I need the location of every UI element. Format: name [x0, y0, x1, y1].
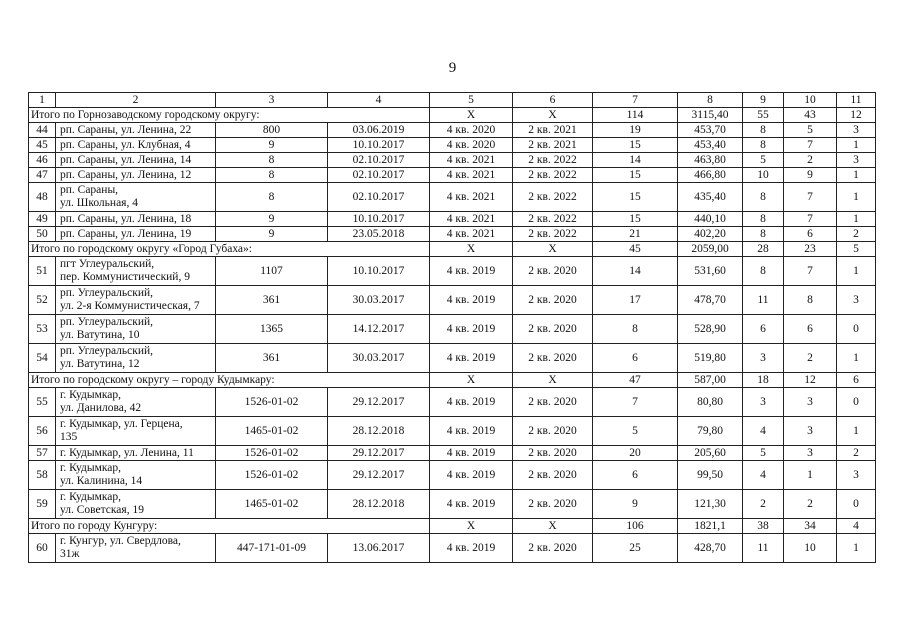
col10-cell: 23: [784, 242, 837, 257]
address-cell: [56, 123, 216, 138]
column-number-header: 3: [216, 93, 328, 108]
address-line: 31ж: [60, 548, 80, 560]
table-row: [29, 183, 876, 212]
end-period-cell: 2 кв. 2020: [513, 417, 593, 446]
col10-cell: 3: [784, 388, 837, 417]
address-line: ул. Ватутина, 12: [60, 358, 140, 370]
table-row: [29, 123, 876, 138]
residents-cell: 19: [593, 123, 678, 138]
residents-cell: 5: [593, 417, 678, 446]
col10-cell: 6: [784, 227, 837, 242]
table-row: [29, 168, 876, 183]
date-cell: 30.03.2017: [328, 344, 430, 373]
table-row: [29, 344, 876, 373]
start-period-cell: 4 кв. 2021: [430, 183, 513, 212]
column-number-header: 10: [784, 93, 837, 108]
date-cell: 30.03.2017: [328, 286, 430, 315]
end-period-cell: X: [513, 519, 593, 534]
area-cell: 519,80: [678, 344, 743, 373]
end-period-cell: 2 кв. 2021: [513, 123, 593, 138]
end-period-cell: 2 кв. 2022: [513, 183, 593, 212]
address-line: г. Кудымкар,: [60, 491, 121, 503]
end-period-cell: 2 кв. 2022: [513, 153, 593, 168]
area-cell: 478,70: [678, 286, 743, 315]
subtotal-row: [29, 373, 876, 388]
col9-cell: 8: [743, 227, 784, 242]
address-cell: [56, 227, 216, 242]
col9-cell: 55: [743, 108, 784, 123]
address-cell: [56, 257, 216, 286]
date-cell: 10.10.2017: [328, 138, 430, 153]
date-cell: 02.10.2017: [328, 153, 430, 168]
address-line: рп. Сараны, ул. Ленина, 18: [60, 212, 192, 225]
area-cell: 428,70: [678, 534, 743, 563]
house-number-cell: 1465-01-02: [216, 490, 328, 519]
end-period-cell: 2 кв. 2020: [513, 315, 593, 344]
address-line: рп. Сараны, ул. Клубная, 4: [60, 138, 191, 151]
col9-cell: 11: [743, 534, 784, 563]
col10-cell: 34: [784, 519, 837, 534]
table-row: [29, 417, 876, 446]
residents-cell: 15: [593, 212, 678, 227]
residents-cell: 14: [593, 257, 678, 286]
address-line: ул. Данилова, 42: [60, 402, 142, 414]
address-cell: [56, 417, 216, 446]
col10-cell: 43: [784, 108, 837, 123]
col11-cell: 0: [837, 490, 876, 519]
column-number-header: 9: [743, 93, 784, 108]
house-number-cell: 1526-01-02: [216, 388, 328, 417]
address-cell: [56, 212, 216, 227]
col9-cell: 3: [743, 388, 784, 417]
start-period-cell: 4 кв. 2019: [430, 534, 513, 563]
col9-cell: 8: [743, 138, 784, 153]
address-line: ул. Школьная, 4: [60, 197, 138, 209]
end-period-cell: 2 кв. 2020: [513, 461, 593, 490]
end-period-cell: 2 кв. 2020: [513, 257, 593, 286]
start-period-cell: X: [430, 373, 513, 388]
col10-cell: 1: [784, 461, 837, 490]
row-number-cell: 47: [29, 168, 56, 183]
row-number-cell: 59: [29, 490, 56, 519]
col10-cell: 7: [784, 257, 837, 286]
col11-cell: 2: [837, 227, 876, 242]
date-cell: 28.12.2018: [328, 417, 430, 446]
address-cell: [56, 168, 216, 183]
house-number-cell: 9: [216, 227, 328, 242]
col10-cell: 2: [784, 153, 837, 168]
end-period-cell: 2 кв. 2020: [513, 344, 593, 373]
row-number-cell: 54: [29, 344, 56, 373]
address-line: рп. Сараны, ул. Ленина, 22: [60, 123, 192, 136]
date-cell: 23.05.2018: [328, 227, 430, 242]
area-cell: 587,00: [678, 373, 743, 388]
subtotal-label: Итого по городскому округу «Город Губаха»:: [29, 242, 430, 257]
house-number-cell: 9: [216, 212, 328, 227]
col11-cell: 0: [837, 388, 876, 417]
row-number-cell: 55: [29, 388, 56, 417]
column-number-header: 2: [56, 93, 216, 108]
area-cell: 99,50: [678, 461, 743, 490]
table-row: [29, 286, 876, 315]
area-cell: 440,10: [678, 212, 743, 227]
residents-cell: 15: [593, 138, 678, 153]
table-row: [29, 153, 876, 168]
address-line: 135: [60, 431, 78, 443]
house-number-cell: 8: [216, 168, 328, 183]
residents-cell: 45: [593, 242, 678, 257]
start-period-cell: X: [430, 242, 513, 257]
col9-cell: 5: [743, 446, 784, 461]
house-number-cell: 361: [216, 286, 328, 315]
column-number-header: 11: [837, 93, 876, 108]
end-period-cell: 2 кв. 2020: [513, 388, 593, 417]
col10-cell: 7: [784, 212, 837, 227]
house-number-cell: 1526-01-02: [216, 446, 328, 461]
table-row: [29, 257, 876, 286]
residents-cell: 114: [593, 108, 678, 123]
address-line: рп. Сараны, ул. Ленина, 12: [60, 168, 192, 181]
address-line: рп. Углеуральский,: [60, 316, 154, 328]
residents-cell: 20: [593, 446, 678, 461]
residents-cell: 8: [593, 315, 678, 344]
col9-cell: 2: [743, 490, 784, 519]
subtotal-label: Итого по городскому округу – городу Кудымкару:: [29, 373, 430, 388]
residents-cell: 6: [593, 344, 678, 373]
col11-cell: 3: [837, 461, 876, 490]
subtotal-label: Итого по городу Кунгуру:: [29, 519, 430, 534]
residents-cell: 6: [593, 461, 678, 490]
area-cell: 528,90: [678, 315, 743, 344]
house-number-cell: 361: [216, 344, 328, 373]
residents-cell: 21: [593, 227, 678, 242]
col11-cell: 4: [837, 519, 876, 534]
col10-cell: 2: [784, 344, 837, 373]
col11-cell: 1: [837, 257, 876, 286]
date-cell: 28.12.2018: [328, 490, 430, 519]
area-cell: 79,80: [678, 417, 743, 446]
end-period-cell: 2 кв. 2020: [513, 286, 593, 315]
date-cell: 03.06.2019: [328, 123, 430, 138]
residents-cell: 106: [593, 519, 678, 534]
address-line: ул. Калинина, 14: [60, 475, 143, 487]
end-period-cell: 2 кв. 2020: [513, 490, 593, 519]
col10-cell: 9: [784, 168, 837, 183]
housing-register-table: [28, 92, 876, 563]
col10-cell: 10: [784, 534, 837, 563]
col9-cell: 8: [743, 183, 784, 212]
col9-cell: 5: [743, 153, 784, 168]
col9-cell: 4: [743, 461, 784, 490]
area-cell: 402,20: [678, 227, 743, 242]
start-period-cell: 4 кв. 2019: [430, 315, 513, 344]
row-number-cell: 44: [29, 123, 56, 138]
address-line: пер. Коммунистический, 9: [60, 271, 190, 283]
house-number-cell: 1107: [216, 257, 328, 286]
col9-cell: 4: [743, 417, 784, 446]
residents-cell: 15: [593, 183, 678, 212]
table-row: [29, 490, 876, 519]
end-period-cell: 2 кв. 2020: [513, 534, 593, 563]
start-period-cell: X: [430, 519, 513, 534]
col10-cell: 12: [784, 373, 837, 388]
residents-cell: 14: [593, 153, 678, 168]
residents-cell: 7: [593, 388, 678, 417]
col9-cell: 11: [743, 286, 784, 315]
col11-cell: 1: [837, 138, 876, 153]
area-cell: 435,40: [678, 183, 743, 212]
column-number-header: 1: [29, 93, 56, 108]
date-cell: 02.10.2017: [328, 168, 430, 183]
address-line: рп. Сараны, ул. Ленина, 14: [60, 153, 192, 166]
start-period-cell: 4 кв. 2021: [430, 227, 513, 242]
subtotal-row: [29, 519, 876, 534]
col11-cell: 3: [837, 123, 876, 138]
col10-cell: 7: [784, 138, 837, 153]
residents-cell: 15: [593, 168, 678, 183]
row-number-cell: 48: [29, 183, 56, 212]
col9-cell: 8: [743, 257, 784, 286]
house-number-cell: 8: [216, 153, 328, 168]
area-cell: 531,60: [678, 257, 743, 286]
column-number-header: 4: [328, 93, 430, 108]
subtotal-row: [29, 108, 876, 123]
date-cell: 13.06.2017: [328, 534, 430, 563]
house-number-cell: 447-171-01-09: [216, 534, 328, 563]
end-period-cell: X: [513, 373, 593, 388]
end-period-cell: X: [513, 242, 593, 257]
house-number-cell: 1465-01-02: [216, 417, 328, 446]
start-period-cell: 4 кв. 2019: [430, 388, 513, 417]
column-number-header: 6: [513, 93, 593, 108]
row-number-cell: 53: [29, 315, 56, 344]
address-cell: [56, 138, 216, 153]
start-period-cell: 4 кв. 2021: [430, 153, 513, 168]
subtotal-row: [29, 242, 876, 257]
date-cell: 29.12.2017: [328, 446, 430, 461]
area-cell: 205,60: [678, 446, 743, 461]
row-number-cell: 45: [29, 138, 56, 153]
address-line: рп. Углеуральский,: [60, 345, 154, 357]
date-cell: 02.10.2017: [328, 183, 430, 212]
start-period-cell: 4 кв. 2021: [430, 168, 513, 183]
col9-cell: 8: [743, 123, 784, 138]
row-number-cell: 60: [29, 534, 56, 563]
subtotal-label: Итого по Горнозаводскому городскому округу:: [29, 108, 430, 123]
residents-cell: 9: [593, 490, 678, 519]
date-cell: 14.12.2017: [328, 315, 430, 344]
address-cell: [56, 344, 216, 373]
start-period-cell: 4 кв. 2020: [430, 123, 513, 138]
address-cell: [56, 286, 216, 315]
end-period-cell: 2 кв. 2021: [513, 138, 593, 153]
address-cell: [56, 490, 216, 519]
house-number-cell: 1526-01-02: [216, 461, 328, 490]
residents-cell: 17: [593, 286, 678, 315]
address-cell: [56, 446, 216, 461]
address-line: ул. Ватутина, 10: [60, 329, 140, 341]
register-body: [29, 108, 876, 563]
house-number-cell: 9: [216, 138, 328, 153]
col11-cell: 1: [837, 417, 876, 446]
start-period-cell: X: [430, 108, 513, 123]
col11-cell: 1: [837, 534, 876, 563]
col10-cell: 8: [784, 286, 837, 315]
address-line: г. Кудымкар,: [60, 389, 121, 401]
area-cell: 1821,1: [678, 519, 743, 534]
col10-cell: 7: [784, 183, 837, 212]
address-line: г. Кудымкар, ул. Ленина, 11: [60, 446, 194, 459]
col11-cell: 3: [837, 153, 876, 168]
col10-cell: 2: [784, 490, 837, 519]
address-line: г. Кудымкар, ул. Герцена,: [60, 418, 183, 430]
area-cell: 463,80: [678, 153, 743, 168]
address-line: пгт Углеуральский,: [60, 258, 155, 270]
end-period-cell: 2 кв. 2022: [513, 212, 593, 227]
address-line: рп. Сараны,: [60, 184, 119, 196]
date-cell: 10.10.2017: [328, 257, 430, 286]
area-cell: 466,80: [678, 168, 743, 183]
col11-cell: 1: [837, 344, 876, 373]
table-row: [29, 138, 876, 153]
col10-cell: 3: [784, 446, 837, 461]
col11-cell: 2: [837, 446, 876, 461]
end-period-cell: 2 кв. 2022: [513, 227, 593, 242]
start-period-cell: 4 кв. 2019: [430, 286, 513, 315]
start-period-cell: 4 кв. 2019: [430, 257, 513, 286]
start-period-cell: 4 кв. 2020: [430, 138, 513, 153]
col9-cell: 28: [743, 242, 784, 257]
start-period-cell: 4 кв. 2019: [430, 490, 513, 519]
residents-cell: 25: [593, 534, 678, 563]
col9-cell: 18: [743, 373, 784, 388]
col11-cell: 0: [837, 315, 876, 344]
row-number-cell: 52: [29, 286, 56, 315]
col11-cell: 6: [837, 373, 876, 388]
area-cell: 2059,00: [678, 242, 743, 257]
address-line: рп. Сараны, ул. Ленина, 19: [60, 227, 192, 240]
area-cell: 80,80: [678, 388, 743, 417]
start-period-cell: 4 кв. 2019: [430, 417, 513, 446]
row-number-cell: 46: [29, 153, 56, 168]
col11-cell: 3: [837, 286, 876, 315]
start-period-cell: 4 кв. 2019: [430, 446, 513, 461]
residents-cell: 47: [593, 373, 678, 388]
date-cell: 10.10.2017: [328, 212, 430, 227]
end-period-cell: 2 кв. 2020: [513, 446, 593, 461]
col9-cell: 10: [743, 168, 784, 183]
col10-cell: 3: [784, 417, 837, 446]
table-row: [29, 388, 876, 417]
row-number-cell: 56: [29, 417, 56, 446]
house-number-cell: 800: [216, 123, 328, 138]
start-period-cell: 4 кв. 2021: [430, 212, 513, 227]
table-row: [29, 315, 876, 344]
area-cell: 453,40: [678, 138, 743, 153]
date-cell: 29.12.2017: [328, 388, 430, 417]
area-cell: 3115,40: [678, 108, 743, 123]
address-line: ул. 2-я Коммунистическая, 7: [60, 300, 200, 312]
column-number-header: 8: [678, 93, 743, 108]
area-cell: 453,70: [678, 123, 743, 138]
col9-cell: 38: [743, 519, 784, 534]
address-cell: [56, 461, 216, 490]
table-row: [29, 461, 876, 490]
start-period-cell: 4 кв. 2019: [430, 461, 513, 490]
col9-cell: 6: [743, 315, 784, 344]
table-row: [29, 534, 876, 563]
col11-cell: 1: [837, 168, 876, 183]
col10-cell: 6: [784, 315, 837, 344]
table-row: [29, 227, 876, 242]
col11-cell: 1: [837, 212, 876, 227]
row-number-cell: 51: [29, 257, 56, 286]
address-cell: [56, 183, 216, 212]
end-period-cell: 2 кв. 2022: [513, 168, 593, 183]
column-number-row: [29, 93, 876, 108]
address-cell: [56, 388, 216, 417]
date-cell: 29.12.2017: [328, 461, 430, 490]
page-number: 9: [448, 60, 457, 76]
row-number-cell: 57: [29, 446, 56, 461]
col11-cell: 1: [837, 183, 876, 212]
address-line: г. Кудымкар,: [60, 462, 121, 474]
column-number-header: 7: [593, 93, 678, 108]
col11-cell: 5: [837, 242, 876, 257]
address-line: г. Кунгур, ул. Свердлова,: [60, 535, 181, 547]
table-row: [29, 446, 876, 461]
area-cell: 121,30: [678, 490, 743, 519]
address-cell: [56, 153, 216, 168]
address-cell: [56, 315, 216, 344]
col9-cell: 3: [743, 344, 784, 373]
row-number-cell: 49: [29, 212, 56, 227]
col11-cell: 12: [837, 108, 876, 123]
start-period-cell: 4 кв. 2019: [430, 344, 513, 373]
address-line: ул. Советская, 19: [60, 504, 144, 516]
column-number-header: 5: [430, 93, 513, 108]
address-line: рп. Углеуральский,: [60, 287, 154, 299]
address-cell: [56, 534, 216, 563]
end-period-cell: X: [513, 108, 593, 123]
house-number-cell: 1365: [216, 315, 328, 344]
col9-cell: 8: [743, 212, 784, 227]
house-number-cell: 8: [216, 183, 328, 212]
col10-cell: 5: [784, 123, 837, 138]
table-row: [29, 212, 876, 227]
row-number-cell: 58: [29, 461, 56, 490]
row-number-cell: 50: [29, 227, 56, 242]
